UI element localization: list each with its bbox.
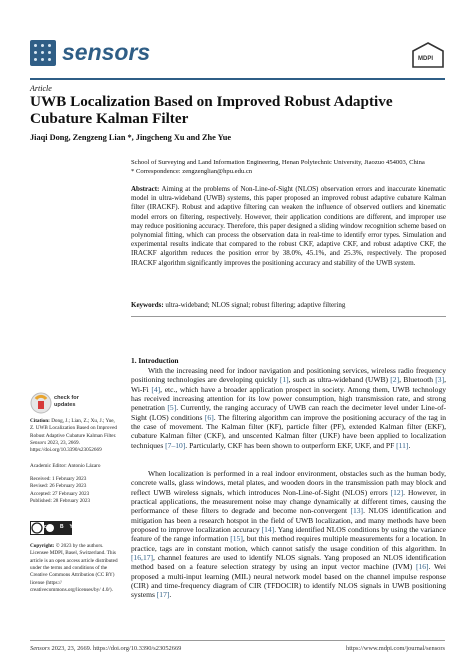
revised-date: Revised: 26 February 2023 [30, 483, 87, 490]
paragraph-2: When localization is performed in a real indoor environment, obstacles such as the human body, concrete walls, glass windows, metal plates, and wooden doors in the transmission path may block and reflect UWB wireless signals, which introduces Non-Line-of-Sight (NLOS) errors [12]. However, in practical applications, the measurement noise may change dynamically at different times, causing the performance of these filters to degrade and become non-convergent [13]. NLOS identification and mitigation has been a research hotspot in the field of UWB localization, and many methods have been proposed to improve localization accuracy [14]. Yang identified NLOS conditions by using the variance feature of the range information [15], but this method requires multiple measurements for a location. In practice, tags are in constant motion, which cannot satisfy the usage condition of this algorithm. In [16,17], channel features are used to identify NLOS signals. Yang proposed an NLOS identification method based on a feature selection strategy by using an input vector machine (IVM) [16]. Wei proposed a multi-input learning (MIL) neural network model based on the channel impulse response (CIR) and time-frequency diagram of CIR (TFDOCIR) to identify NLOS signals in UWB positioning systems [17]. [131, 469, 447, 600]
received-date: Received: 1 February 2023 [30, 476, 87, 482]
academic-editor: Academic Editor: Antonio Lázaro [30, 463, 101, 469]
keywords [131, 301, 446, 310]
published-date: Published: 28 February 2023 [30, 498, 91, 505]
ref-link[interactable]: [2] [390, 375, 400, 385]
ref-link[interactable]: [3] [435, 375, 445, 385]
copyright-notice: Copyright: © 2023 by the authors. Licensee MDPI, Basel, Switzerland. This article is an open access article distributed under the terms and conditions of the Creative Commons Attribution (CC BY) license (https:// creativecommons.org/licenses/by/ 4.0/). [30, 543, 118, 594]
ref-link[interactable]: [6] [204, 412, 214, 422]
journal-logo-icon [30, 40, 56, 66]
abstract-text: Aiming at the problems of Non-Line-of-Sight (NLOS) observation errors and inaccurate kinematic model in ultra-wideband (UWB) systems, this paper proposed an improved robust adaptive cubature Kalman filter (IRACKF). Robust and adaptive filtering can weaken the influence of observed outliers and kinematic model errors on filtering, respectively. However, their application conditions are different, and improper use may reduce positioning accuracy. Therefore, this paper designed a sliding window recognition scheme based on polynomial fitting, which can process the observation data in real-time to identify error types. Simulation and experimental results indicate that compared to the robust CKF, adaptive CKF, and robust adaptive CKF, the IRACKF algorithm reduces the position error by 38.0%, 45.1%, and 25.3%, respectively. The proposed IRACKF algorithm significantly improves the positioning accuracy and stability of the UWB system. [131, 185, 446, 267]
check-updates-icon [30, 392, 52, 414]
footer-rule [30, 640, 445, 641]
journal-name: sensors [62, 39, 151, 65]
ref-link[interactable]: [14] [261, 525, 275, 535]
ref-link[interactable]: [16] [415, 562, 429, 572]
dates-block [30, 476, 118, 505]
ref-link[interactable]: [15] [230, 534, 243, 544]
correspondence: * Correspondence: zengzenglian@hpu.edu.cn [131, 167, 253, 175]
affiliation-block [131, 159, 446, 177]
abstract [131, 185, 446, 268]
ref-link[interactable]: [11] [396, 440, 409, 450]
keywords-text: ultra-wideband; NLOS signal; robust filtering; adaptive filtering [165, 301, 346, 309]
header-rule [30, 78, 445, 80]
abstract-label: Abstract: [131, 185, 160, 193]
ref-link[interactable]: [4] [151, 384, 161, 394]
check-updates-label: check for updates [54, 395, 79, 408]
ref-link[interactable]: [5] [167, 403, 177, 413]
article-title: UWB Localization Based on Improved Robust Adaptive Cubature Kalman Filter [30, 93, 393, 127]
paragraph-1: With the increasing need for indoor navigation and positioning services, wireless radio frequency positioning technologies are developing quickly [1], such as ultra-wideband (UWB) [2], Bluetooth [3], Wi-Fi [4], etc., which have a broader application prospect in society. Among them, UWB technology has received increasing attention for its low power consumption, high transmission rate, and strong penetration [5]. Currently, the ranging accuracy of UWB can reach the decimeter level under Line-of-Sight (LOS) conditions [6]. The filtering algorithm can improve the positioning accuracy of the tag in the case of movement. The Kalman filter (KF), particle filter (PF), extended Kalman filter (EKF), cubature Kalman filter (CKF), and unscented Kalman filter (UKF) have been applied to localization techniques [7–10]. Particularly, CKF has been shown to outperform EKF, UKF, and PF [11]. [131, 366, 446, 450]
accepted-date: Accepted: 27 February 2023 [30, 490, 90, 497]
author-list: Jiaqi Dong, Zengzeng Lian *, Jingcheng Xu and Zhe Yue [30, 133, 232, 142]
footer-citation: Sensors 2023, 23, 2669. https://doi.org/10.3390/s23052669 [30, 645, 182, 652]
citation-block: Citation: Dong, J.; Lian, Z.; Xu, J.; Yue, Z. UWB Localization Based on Improved Robust Adaptive Cubature Kalman Filter. Sensors 2023, 23, 2669. https://doi.org/10.3390/s23052669 [30, 418, 118, 454]
keywords-label: Keywords: [131, 301, 164, 309]
ref-link[interactable]: [12] [390, 487, 404, 497]
section-divider [131, 316, 446, 317]
affiliation: School of Surveying and Land Information Engineering, Henan Polytechnic University, Jiaozuo 454003, China [131, 159, 425, 166]
cc-label: cc BY [35, 524, 79, 530]
ref-link[interactable]: [7–10] [165, 440, 186, 450]
ref-link[interactable]: [1] [279, 375, 289, 385]
publisher-logo-icon [411, 42, 445, 68]
ref-link[interactable]: [16,17] [131, 553, 154, 563]
section-title: 1. Introduction [131, 356, 179, 365]
ref-link[interactable]: [17] [156, 590, 170, 600]
publisher-name: MDPI [418, 56, 433, 62]
ref-link[interactable]: [13] [350, 506, 364, 516]
article-type: Article [30, 84, 52, 93]
footer-journal-url[interactable]: https://www.mdpi.com/journal/sensors [346, 645, 445, 652]
